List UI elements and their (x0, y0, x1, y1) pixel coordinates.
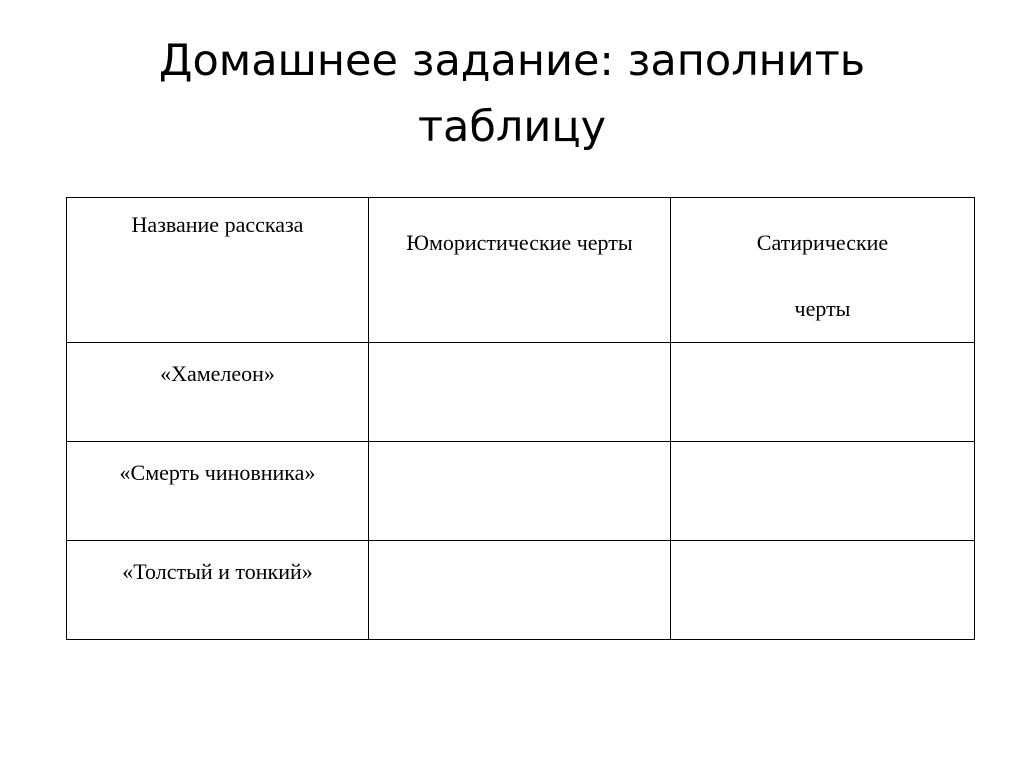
story-cell: «Толстый и тонкий» (67, 541, 369, 640)
satire-cell[interactable] (671, 442, 975, 541)
table-header-row (67, 198, 975, 343)
humor-cell[interactable] (369, 541, 671, 640)
satire-cell[interactable] (671, 343, 975, 442)
homework-table-container (66, 197, 974, 584)
table-row (67, 442, 975, 541)
header-story-title: Название рассказа (67, 198, 369, 343)
humor-cell[interactable] (369, 343, 671, 442)
header-satire-traits: Сатирические черты (671, 198, 975, 343)
story-cell: «Смерть чиновника» (67, 442, 369, 541)
table-row (67, 541, 975, 640)
story-cell: «Хамелеон» (67, 343, 369, 442)
header-humor-traits: Юмористические черты (369, 198, 671, 343)
homework-table (66, 197, 975, 640)
slide-title: Домашнее задание: заполнить таблицу (158, 36, 866, 152)
satire-cell[interactable] (671, 541, 975, 640)
table-row (67, 343, 975, 442)
humor-cell[interactable] (369, 442, 671, 541)
